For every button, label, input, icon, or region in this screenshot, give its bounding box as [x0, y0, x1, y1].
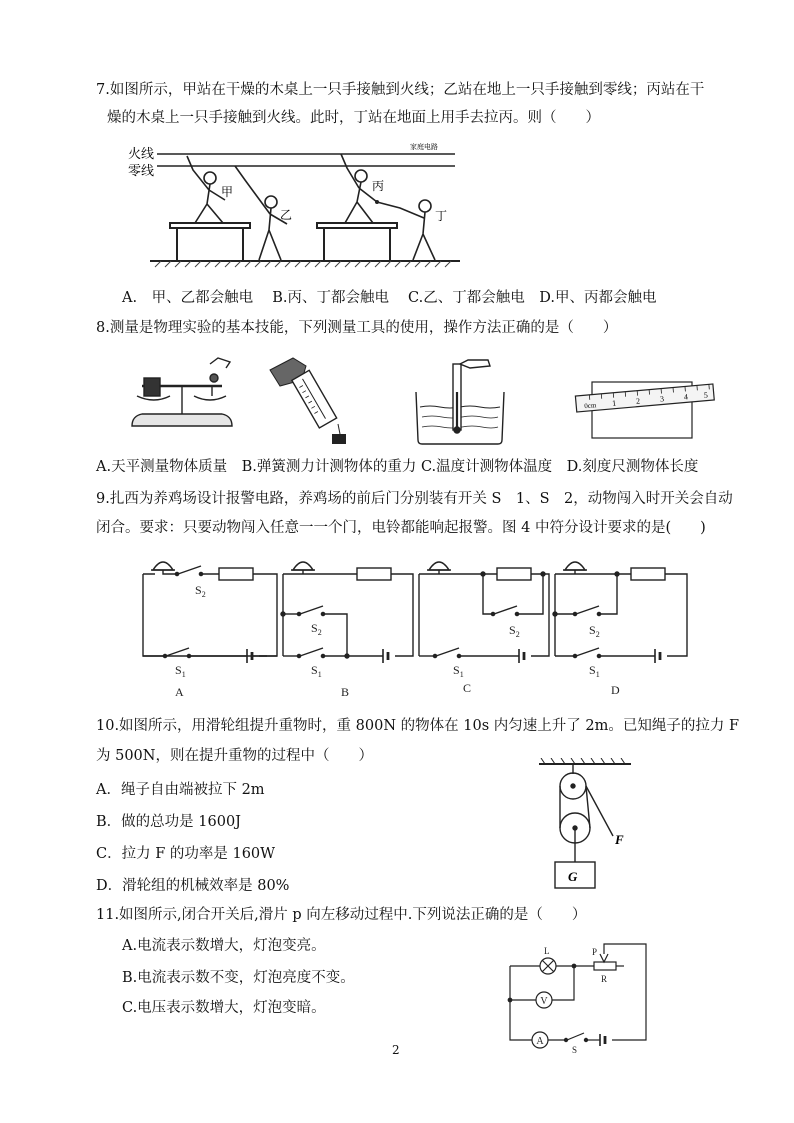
q11-option-b: B.电流表示数不变，灯泡亮度不变。: [122, 970, 355, 986]
svg-text:4: 4: [683, 392, 689, 402]
q9-stem-line1: 9.扎西为养鸡场设计报警电路，养鸡场的前后门分别装有开关 S 1、S 2，动物闯入时开关会自动: [96, 491, 733, 507]
svg-text:S2: $S_2$: [311, 621, 322, 637]
svg-text:S2: $S_2$: [195, 583, 206, 599]
q8-spring-scale-figure: [268, 352, 358, 447]
q11-circuit-figure: [500, 940, 660, 1055]
neutral-wire-label: 零线: [128, 163, 155, 178]
q11-option-a: A.电流表示数增大，灯泡变亮。: [122, 938, 326, 954]
q7-options: A. 甲、乙都会触电 B.丙、丁都会触电 C.乙、丁都会触电 D.甲、丙都会触电: [122, 290, 657, 306]
q9-stem-line2: 闭合。要求：只要动物闯入任意一一个门，电铃都能响起报警。图 4 中符分设计要求的是( ): [96, 520, 706, 536]
svg-text:A: A: [536, 1036, 544, 1047]
svg-text:5: 5: [703, 390, 709, 400]
q7-stem-line1: 7.如图所示，甲站在干燥的木桌上一只手接触到火线；乙站在地上一只手接触到零线；丙站在干: [96, 82, 705, 98]
svg-text:甲: 甲: [221, 185, 234, 199]
circuit-d: [553, 562, 687, 663]
svg-text:C: C: [463, 681, 472, 695]
svg-text:V: V: [540, 996, 548, 1007]
svg-text:R: R: [601, 974, 608, 984]
svg-text:丁: 丁: [435, 209, 448, 223]
svg-text:丙: 丙: [372, 179, 385, 193]
circuit-a: [143, 562, 277, 663]
svg-text:2: 2: [635, 396, 641, 406]
svg-text:S2: $S_2$: [509, 623, 520, 639]
q10-option-d: D．滑轮组的机械效率是 80%: [96, 878, 290, 894]
q11-stem: 11.如图所示,闭合开关后,滑片 p 向左移动过程中.下列说法正确的是（ ）: [96, 907, 587, 923]
svg-text:3: 3: [659, 394, 665, 404]
svg-text:S1: $S_1$: [589, 663, 600, 679]
circuit-b: [281, 562, 413, 663]
q8-ruler-figure: [570, 370, 720, 440]
circuit-label: 家庭电路: [410, 143, 438, 151]
svg-text:G: G: [568, 869, 578, 884]
q10-option-a: A．绳子自由端被拉下 2m: [96, 782, 265, 798]
q7-figure: [125, 140, 465, 270]
person-ding: [377, 200, 435, 260]
page-number: 2: [392, 1043, 400, 1057]
svg-text:D: D: [611, 683, 620, 697]
svg-text:F: F: [615, 832, 624, 847]
svg-text:乙: 乙: [280, 208, 293, 222]
q11-option-c: C.电压表示数增大，灯泡变暗。: [122, 1000, 326, 1016]
svg-text:S1: $S_1$: [453, 663, 464, 679]
q10-option-b: B．做的总功是 1600J: [96, 814, 241, 830]
svg-text:S2: $S_2$: [589, 623, 600, 639]
q10-pulley-figure: [535, 758, 635, 893]
svg-text:1: 1: [611, 398, 617, 408]
svg-text:0cm: 0cm: [583, 401, 597, 411]
q9-circuits-figure: [135, 550, 695, 700]
svg-text:L: L: [544, 946, 550, 956]
circuit-c: [419, 562, 549, 663]
live-wire-label: 火线: [128, 146, 155, 161]
svg-text:S1: $S_1$: [311, 663, 322, 679]
q8-stem: 8.测量是物理实验的基本技能，下列测量工具的使用，操作方法正确的是（ ）: [96, 320, 618, 336]
q8-options: A.天平测量物体质量 B.弹簧测力计测物体的重力 C.温度计测物体温度 D.刻度尺测物体长度: [96, 459, 699, 475]
q10-stem-line1: 10.如图所示，用滑轮组提升重物时，重 800N 的物体在 10s 内匀速上升了 2m。已知绳子的拉力 F: [96, 718, 740, 734]
q10-option-c: C．拉力 F 的功率是 160W: [96, 846, 276, 862]
svg-text:B: B: [341, 685, 350, 699]
svg-text:P: P: [592, 947, 598, 957]
q8-thermometer-figure: [410, 352, 510, 447]
svg-text:S1: $S_1$: [175, 663, 186, 679]
q8-balance-figure: [122, 356, 242, 436]
svg-text:S: S: [572, 1045, 578, 1055]
q10-stem-line2: 为 500N，则在提升重物的过程中（ ）: [96, 748, 373, 764]
svg-text:A: A: [175, 685, 184, 699]
q7-stem-line2: 燥的木桌上一只手接触到火线。此时，丁站在地面上用手去拉丙。则（ ）: [107, 110, 600, 126]
